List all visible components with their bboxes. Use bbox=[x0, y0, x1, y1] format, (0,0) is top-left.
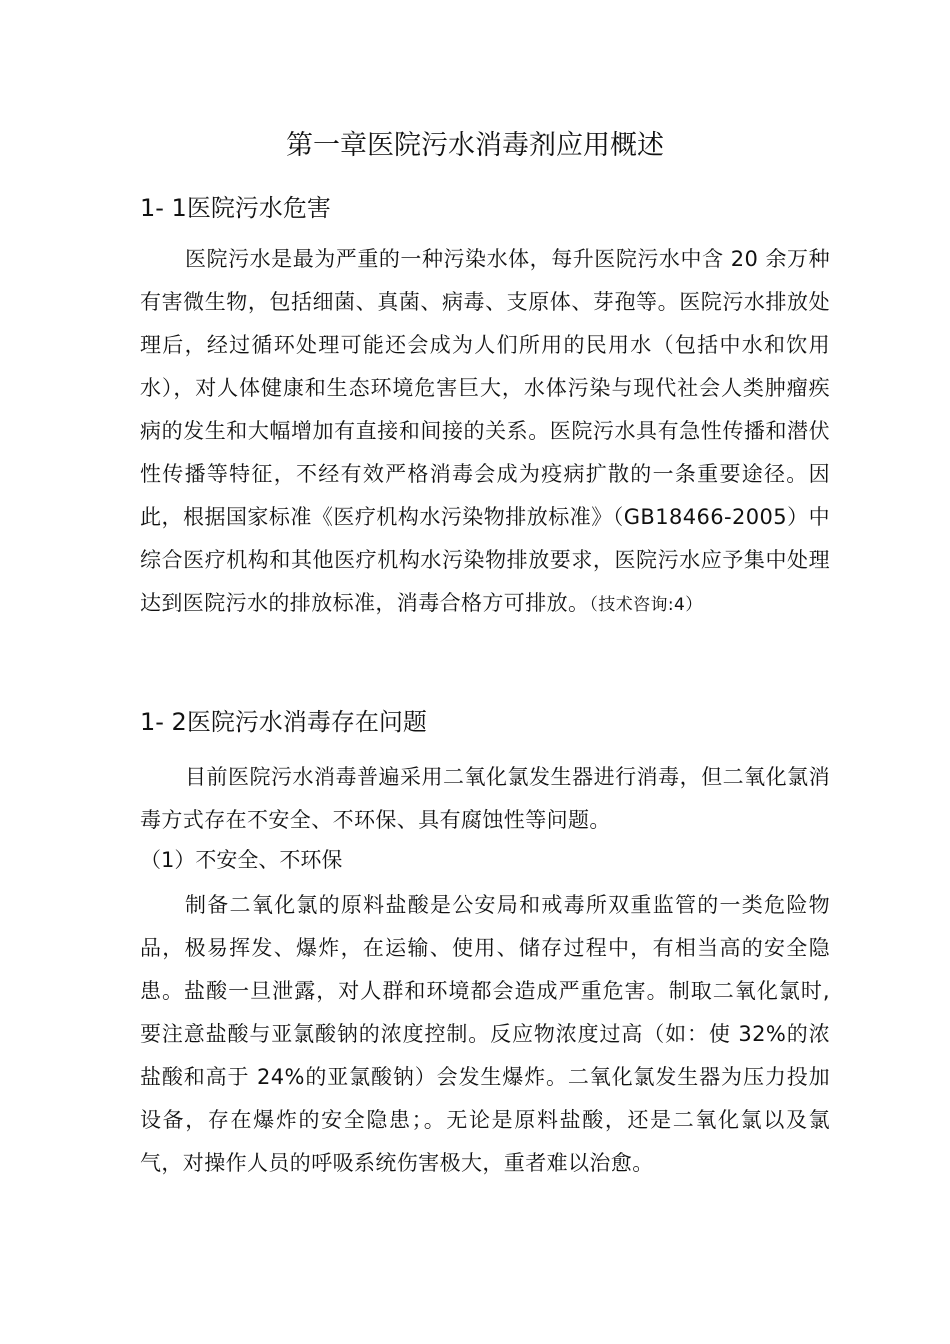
paragraph-unsafe-detail: 制备二氧化氯的原料盐酸是公安局和戒毒所双重监管的一类危险物品，极易挥发、爆炸，在运输、使用、储存过程中，有相当高的安全隐患。盐酸一旦泄露，对人群和环境都会造成严重危害。制取二氧化氯时,要注意盐酸与亚氯酸钠的浓度控制。反应物浓度过高（如：使 32%的浓盐酸和高于 24%的亚氯酸钠）会发生爆炸。二氧化氯发生器为压力投加设备，存在爆炸的安全隐患；。无论是原料盐酸，还是二氧化氯以及氯气，对操作人员的呼吸系统伤害极大，重者难以治愈。 bbox=[140, 893, 830, 1175]
technical-consult-reference: （技术咨询:4） bbox=[589, 595, 703, 615]
section-heading-problems: 1- 2医院污水消毒存在问题 bbox=[140, 708, 427, 736]
paragraph-problems-intro: 目前医院污水消毒普遍采用二氧化氯发生器进行消毒，但二氧化氯消毒方式存在不安全、不环保、具有腐蚀性等问题。 bbox=[140, 765, 830, 832]
paragraph-hazards-text: 医院污水是最为严重的一种污染水体，每升医院污水中含 20 余万种有害微生物，包括细菌、真菌、病毒、支原体、芽孢等。医院污水排放处理后，经过循环处理可能还会成为人们所用的民用水（包括中水和饮用水），对人体健康和生态环境危害巨大，水体污染与现代社会人类肿瘤疾病的发生和大幅增加有直接和间接的关系。医院污水具有急性传播和潜伏性传播等特征，不经有效严格消毒会成为疫病扩散的一条重要途径。因此，根据国家标准《医疗机构水污染物排放标准》（GB18466-2005）中综合医疗机构和其他医疗机构水污染物排放要求，医院污水应予集中处理达到医院污水的排放标准，消毒合格方可排放。 bbox=[140, 247, 830, 615]
sub-item-unsafe: （1）不安全、不环保 bbox=[140, 848, 343, 872]
section-heading-hazards: 1- 1医院污水危害 bbox=[140, 194, 331, 222]
document-title: 第一章医院污水消毒剂应用概述 bbox=[286, 130, 664, 162]
paragraph-hazards bbox=[140, 238, 830, 627]
